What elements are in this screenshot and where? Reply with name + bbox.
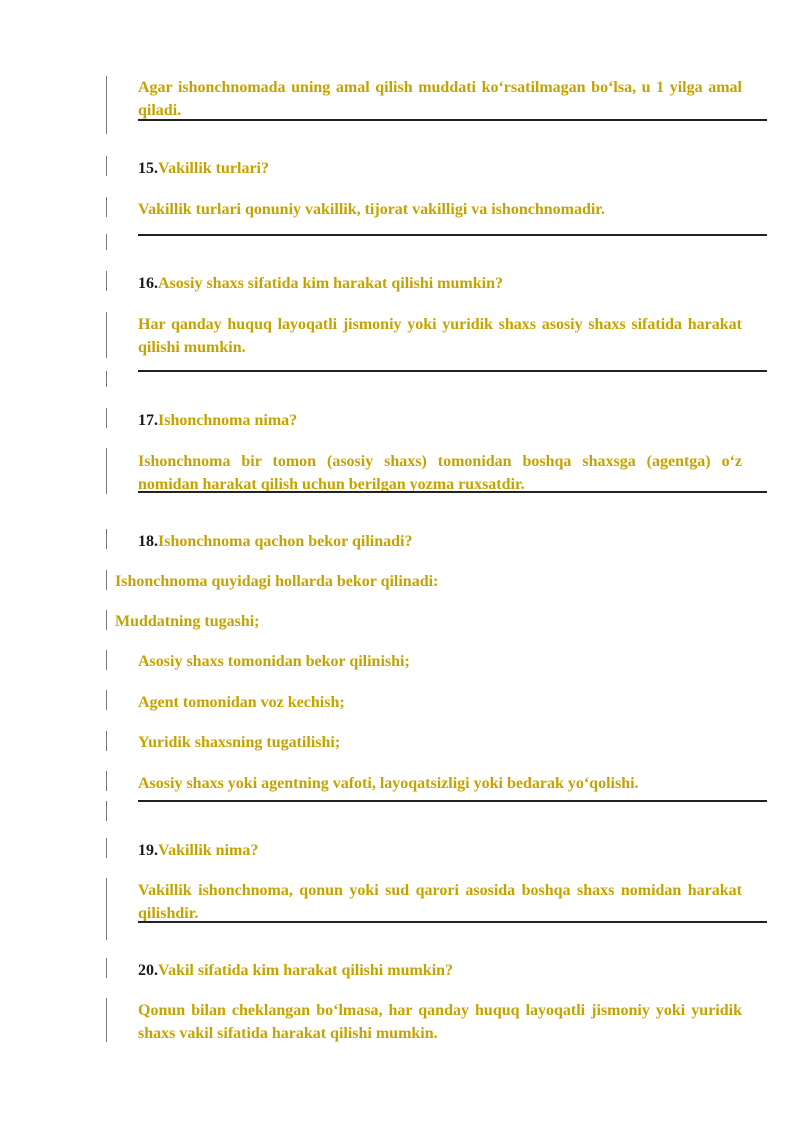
- question-text: Ishonchnoma nima?: [158, 412, 298, 429]
- question-number: 20.: [138, 962, 158, 979]
- answer-text: Ishonchnoma bir tomon (asosiy shaxs) tomonidan boshqa shaxsga (agentga) o‘z nomidan harakat qilish uchun berilgan yozma ruxsatdir.: [138, 453, 742, 493]
- change-bar: [106, 371, 107, 387]
- change-bar: [106, 570, 107, 590]
- change-bar: [106, 998, 107, 1042]
- list-item: Yuridik shaxsning tugatilishi;: [138, 734, 341, 751]
- question-16: [138, 272, 503, 295]
- divider-line: [138, 921, 767, 923]
- divider-line: [138, 370, 767, 372]
- change-bar: [106, 234, 107, 250]
- change-bar: [106, 529, 107, 549]
- change-bar: [106, 650, 107, 670]
- question-text: Ishonchnoma qachon bekor qilinadi?: [158, 533, 413, 550]
- change-bar: [106, 610, 107, 630]
- list-item: Agent tomonidan voz kechish;: [138, 694, 345, 711]
- change-bar: [106, 156, 107, 176]
- change-bar: [106, 878, 107, 940]
- change-bar: [106, 408, 107, 428]
- question-19: [138, 839, 258, 862]
- question-text: Vakillik nima?: [158, 842, 259, 859]
- question-text: Asosiy shaxs sifatida kim harakat qilishi mumkin?: [158, 275, 503, 292]
- question-number: 19.: [138, 842, 158, 859]
- change-bar: [106, 448, 107, 494]
- list-item: Asosiy shaxs tomonidan bekor qilinishi;: [138, 653, 410, 670]
- answer-intro: Ishonchnoma quyidagi hollarda bekor qilinadi:: [115, 573, 439, 590]
- question-number: 15.: [138, 160, 158, 177]
- change-bar: [106, 801, 107, 821]
- change-bar: [106, 771, 107, 791]
- divider-line: [138, 234, 767, 236]
- change-bar: [106, 690, 107, 710]
- question-number: 16.: [138, 275, 158, 292]
- question-number: 18.: [138, 533, 158, 550]
- answer-text: Vakillik turlari qonuniy vakillik, tijorat vakilligi va ishonchnomadir.: [138, 201, 605, 218]
- change-bar: [106, 197, 107, 217]
- divider-line: [138, 491, 767, 493]
- change-bar: [106, 271, 107, 291]
- question-text: Vakil sifatida kim harakat qilishi mumkin?: [158, 962, 454, 979]
- change-bar: [106, 958, 107, 978]
- answer-text: Agar ishonchnomada uning amal qilish muddati ko‘rsatilmagan bo‘lsa, u 1 yilga amal qiladi.: [138, 79, 742, 119]
- question-18: [138, 530, 412, 553]
- question-17: [138, 409, 297, 432]
- question-number: 17.: [138, 412, 158, 429]
- answer-text: Har qanday huquq layoqatli jismoniy yoki yuridik shaxs asosiy shaxs sifatida harakat qilishi mumkin.: [138, 316, 742, 356]
- list-item: Muddatning tugashi;: [115, 613, 260, 630]
- change-bar: [106, 76, 107, 134]
- change-bar: [106, 312, 107, 358]
- change-bar: [106, 731, 107, 751]
- list-item: Asosiy shaxs yoki agentning vafoti, layoqatsizligi yoki bedarak yo‘qolishi.: [138, 775, 639, 792]
- question-15: [138, 157, 269, 180]
- divider-line: [138, 800, 767, 802]
- change-bar: [106, 838, 107, 858]
- answer-text: Qonun bilan cheklangan bo‘lmasa, har qanday huquq layoqatli jismoniy yoki yuridik shaxs vakil sifatida harakat qilishi mumkin.: [138, 1002, 742, 1042]
- question-text: Vakillik turlari?: [158, 160, 269, 177]
- question-20: [138, 959, 453, 982]
- divider-line: [138, 119, 767, 121]
- answer-text: Vakillik ishonchnoma, qonun yoki sud qarori asosida boshqa shaxs nomidan harakat qilishdir.: [138, 882, 742, 922]
